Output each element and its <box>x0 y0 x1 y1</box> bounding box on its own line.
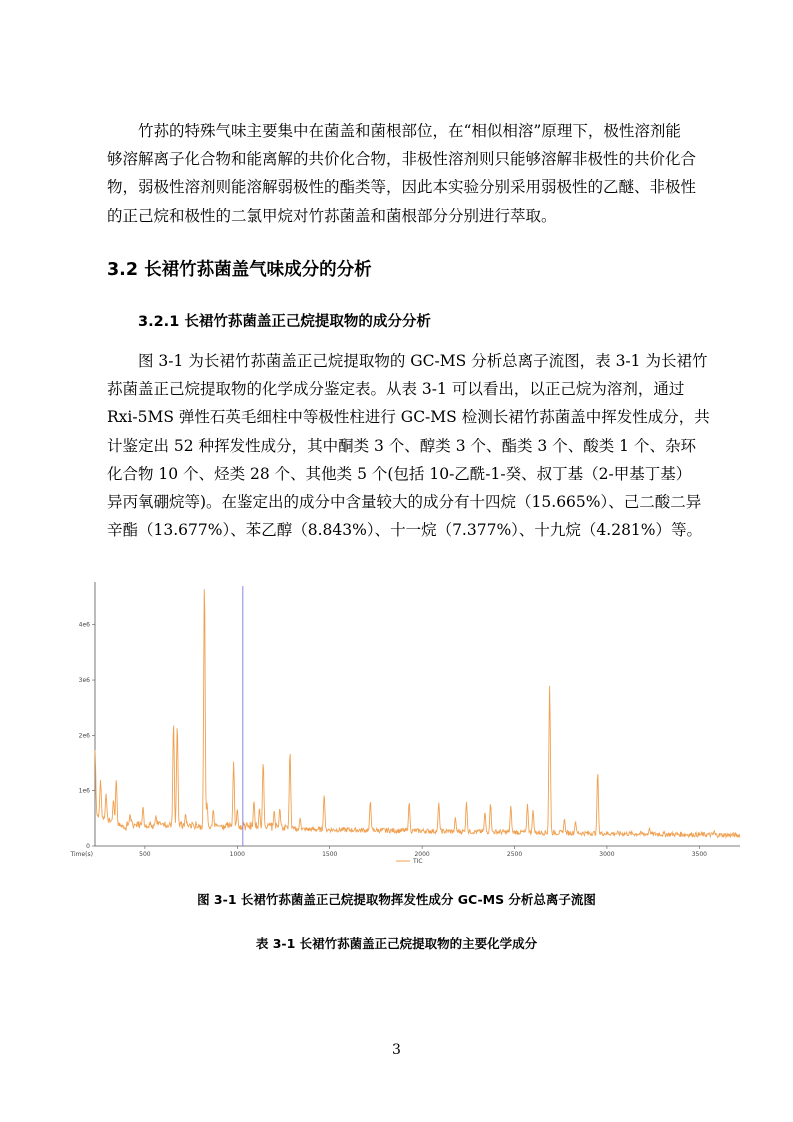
analysis-line: 化合物 10 个、烃类 28 个、其他类 5 个(包括 10-乙酰-1-癸、叔丁基（2-甲基丁基） <box>107 464 692 483</box>
table-caption: 表 3-1 长裙竹荪菌盖正己烷提取物的主要化学成分 <box>255 936 538 951</box>
tic-trace <box>95 589 740 837</box>
analysis-paragraph <box>107 347 715 544</box>
intro-line: 竹荪的特殊气味主要集中在菌盖和菌根部位，在“相似相溶”原理下，极性溶剂能 <box>138 122 681 140</box>
analysis-line: 图 3-1 为长裙竹荪菌盖正己烷提取物的 GC-MS 分析总离子流图，表 3-1 为长裙竹 <box>138 352 708 370</box>
tic-chart <box>60 578 750 873</box>
x-tick-label: 2000 <box>414 851 430 858</box>
chart-series <box>95 581 740 846</box>
analysis-line: Rxi-5MS 弹性石英毛细柱中等极性柱进行 GC-MS 检测长裙竹荪菌盖中挥发性成分，共 <box>107 408 710 427</box>
x-tick-label: 3000 <box>599 851 615 858</box>
y-tick-label: 1e6 <box>78 787 90 795</box>
analysis-line: 计鉴定出 52 种挥发性成分，其中酮类 3 个、醇类 3 个、酯类 3 个、酸类 1 个、杂环 <box>107 436 696 455</box>
x-tick-label: 1500 <box>322 851 338 858</box>
subsection-heading: 3.2.1 长裙竹荪菌盖正己烷提取物的成分分析 <box>138 314 431 330</box>
page-number: 3 <box>392 1042 401 1058</box>
y-tick-label: 2e6 <box>78 732 90 740</box>
section-heading: 3.2 长裙竹荪菌盖气味成分的分析 <box>107 260 372 280</box>
chart-legend <box>396 858 423 865</box>
y-tick-label: 0 <box>86 843 90 850</box>
chart-axes <box>70 582 741 858</box>
analysis-line: 荪菌盖正己烷提取物的化学成分鉴定表。从表 3-1 可以看出，以正己烷为溶剂，通过 <box>107 380 685 399</box>
intro-line: 物，弱极性溶剂则能溶解弱极性的酯类等，因此本实验分别采用弱极性的乙醚、非极性 <box>107 178 697 197</box>
x-tick-label: 500 <box>139 851 151 858</box>
x-tick-label: 1000 <box>229 851 245 858</box>
intro-line: 的正己烷和极性的二氯甲烷对竹荪菌盖和菌根部分分别进行萃取。 <box>107 206 557 225</box>
intro-paragraph <box>107 117 715 230</box>
intro-line: 够溶解离子化合物和能离解的共价化合物，非极性溶剂则只能够溶解非极性的共价化合 <box>107 150 697 169</box>
analysis-line: 辛酯（13.677%）、苯乙醇（8.843%）、十一烷（7.377%）、十九烷（4.281%）等。 <box>107 521 703 540</box>
figure-caption: 图 3-1 长裙竹荪菌盖正己烷提取物挥发性成分 GC-MS 分析总离子流图 <box>197 892 596 907</box>
legend-label: TIC <box>413 858 423 865</box>
analysis-line: 异丙氧硼烷等)。在鉴定出的成分中含量较大的成分有十四烷（15.665%）、己二酸二异 <box>107 493 702 512</box>
x-tick-label: 3500 <box>691 851 707 858</box>
x-axis-title: Time(s) <box>70 851 93 858</box>
x-tick-label: 2500 <box>506 851 523 858</box>
y-tick-label: 3e6 <box>78 677 90 685</box>
y-tick-label: 4e6 <box>78 621 90 629</box>
